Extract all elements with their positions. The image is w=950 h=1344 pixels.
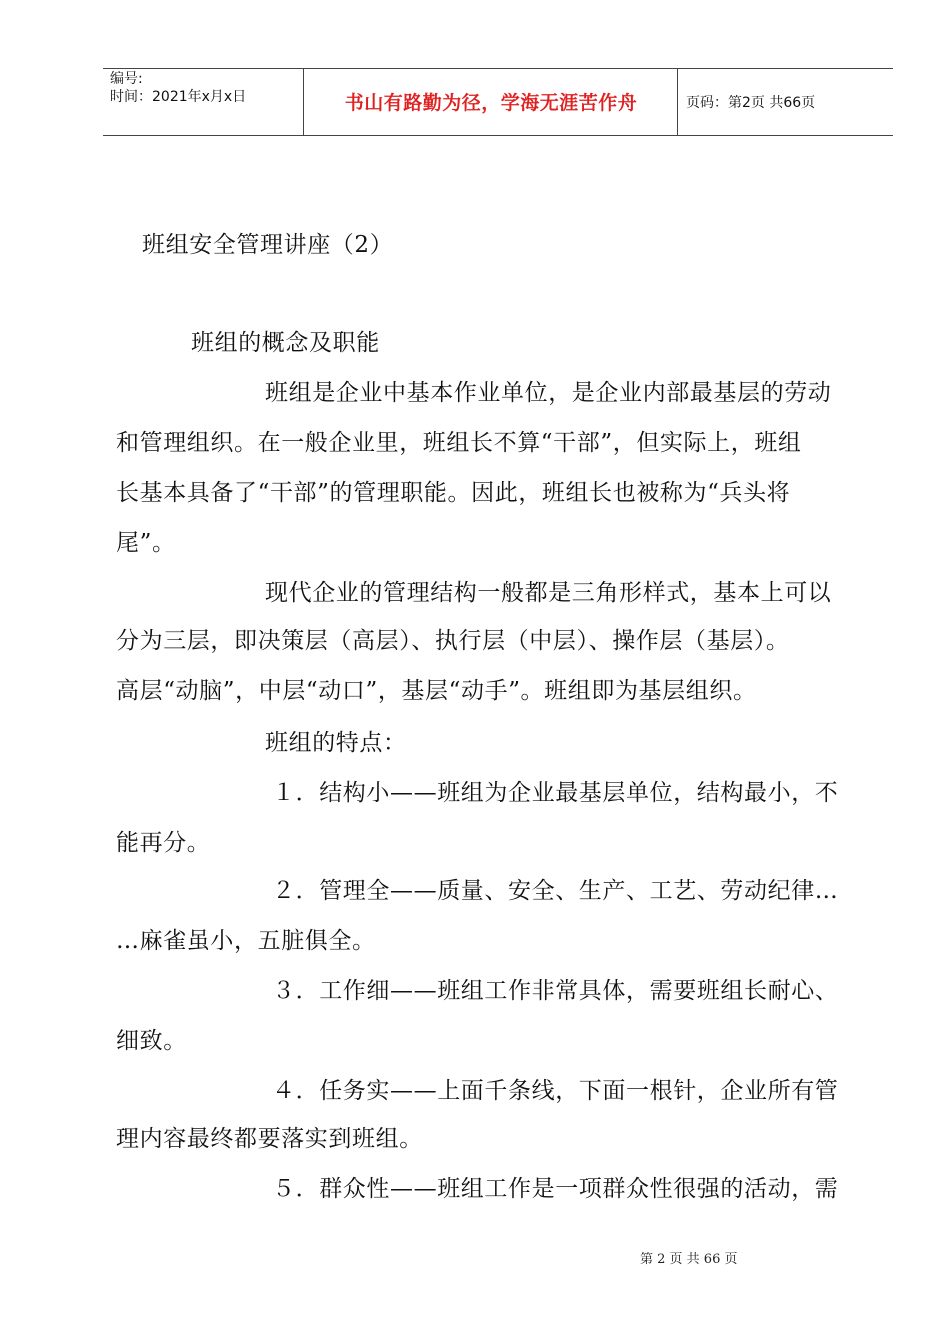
text-line: 现代企业的管理结构一般都是三角形样式，基本上可以 bbox=[265, 580, 832, 606]
text-line: 理内容最终都要落实到班组。 bbox=[116, 1126, 423, 1152]
list-item: ２．管理全——质量、安全、生产、工艺、劳动纪律… bbox=[272, 878, 839, 904]
text-line: 和管理组织。在一般企业里，班组长不算“干部”，但实际上，班组 bbox=[116, 430, 802, 456]
header-divider-right bbox=[677, 69, 678, 135]
header-bottom-rule bbox=[103, 135, 893, 136]
header-top-rule bbox=[103, 68, 893, 69]
header-motto: 书山有路勤为径，学海无涯苦作舟 bbox=[344, 92, 638, 114]
document-title: 班组安全管理讲座（2） bbox=[142, 232, 394, 258]
section-heading: 班组的概念及职能 bbox=[191, 330, 380, 356]
text-line: 分为三层，即决策层（高层）、执行层（中层）、操作层（基层）。 bbox=[116, 628, 790, 654]
text-line: 班组的特点： bbox=[265, 730, 407, 756]
header-page-info: 页码：第2页 共66页 bbox=[686, 95, 816, 111]
text-line: 高层“动脑”，中层“动口”，基层“动手”。班组即为基层组织。 bbox=[116, 678, 757, 704]
header-number-label: 编号: bbox=[110, 71, 143, 87]
text-line: 细致。 bbox=[116, 1028, 187, 1054]
header-date-label: 时间：2021年x月x日 bbox=[110, 89, 247, 105]
list-item: ５．群众性——班组工作是一项群众性很强的活动，需 bbox=[272, 1176, 839, 1202]
page-footer: 第 2 页 共 66 页 bbox=[640, 1252, 738, 1267]
text-line: 尾”。 bbox=[116, 530, 176, 556]
text-line: 长基本具备了“干部”的管理职能。因此，班组长也被称为“兵头将 bbox=[116, 480, 791, 506]
text-line: …麻雀虽小，五脏俱全。 bbox=[116, 928, 376, 954]
header-divider-left bbox=[303, 69, 304, 135]
list-item: ４．任务实——上面千条线，下面一根针，企业所有管 bbox=[272, 1078, 839, 1104]
text-line: 班组是企业中基本作业单位，是企业内部最基层的劳动 bbox=[265, 380, 832, 406]
list-item: ３．工作细——班组工作非常具体，需要班组长耐心、 bbox=[272, 978, 839, 1004]
list-item: １．结构小——班组为企业最基层单位，结构最小，不 bbox=[272, 780, 839, 806]
header-meta bbox=[110, 70, 246, 106]
text-line: 能再分。 bbox=[116, 830, 211, 856]
